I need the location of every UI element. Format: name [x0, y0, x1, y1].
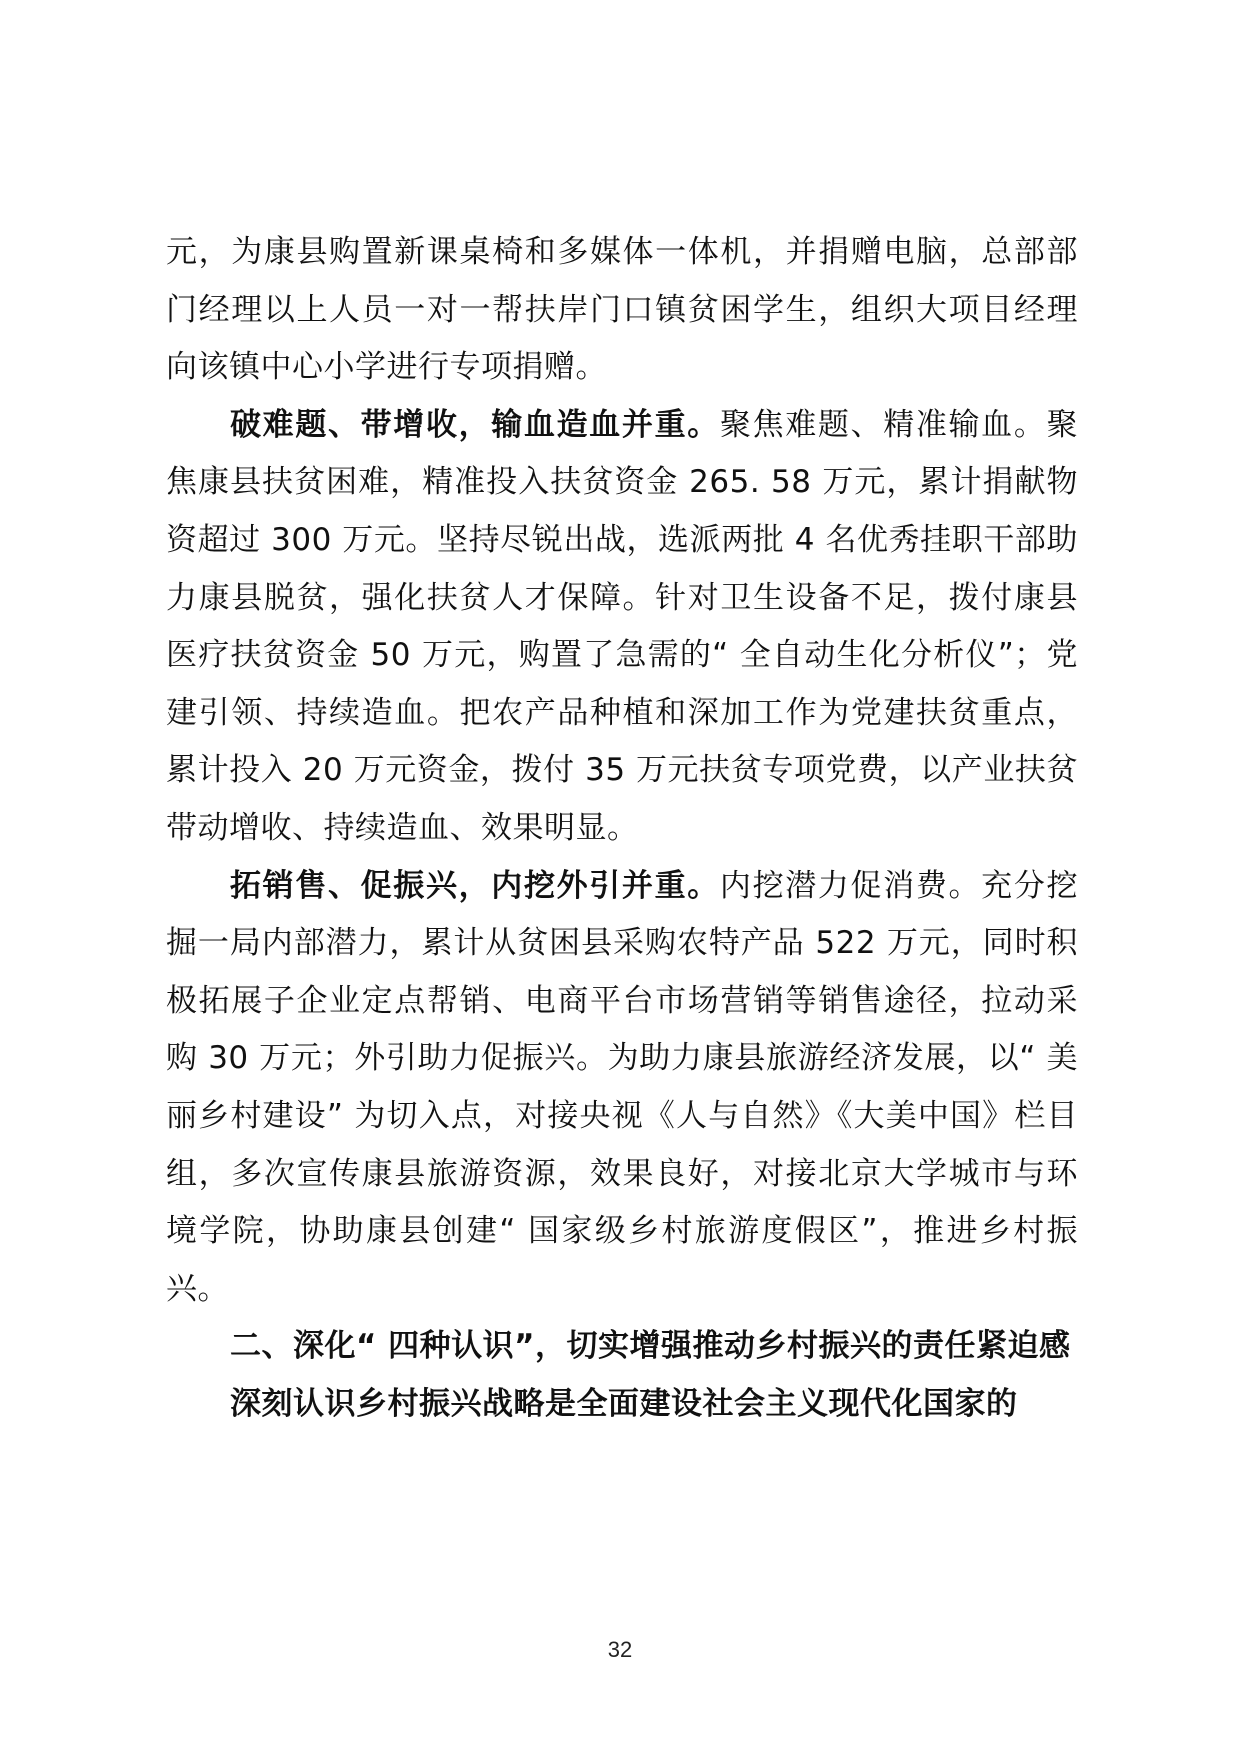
section-heading-text: 二、深化“ 四种认识”，切实增强推动乡村振兴的责任紧迫感	[230, 1328, 1071, 1365]
paragraph-poverty-funding	[166, 397, 1078, 858]
paragraph-lead-heading: 拓销售、促振兴，内挖外引并重。	[230, 867, 720, 904]
paragraph-sales-revitalization	[166, 858, 1078, 1319]
paragraph-text: 元，为康县购置新课桌椅和多媒体一体机，并捐赠电脑，总部部门经理以上人员一对一帮扶岸门口镇贫困学生，组织大项目经理向该镇中心小学进行专项捐赠。	[166, 234, 1078, 386]
paragraph-text: 深刻认识乡村振兴战略是全面建设社会主义现代化国家的	[230, 1385, 1018, 1422]
page-number: 32	[607, 1637, 633, 1662]
paragraph-continuation	[166, 224, 1078, 397]
paragraph-text: 内挖潜力促消费。充分挖掘一局内部潜力，累计从贫困县采购农特产品 522 万元，同时积极拓展子企业定点帮销、电商平台市场营销等销售途径，拉动采购 30 万元；外引助力促振兴。为助力康县旅游经济发展，以“ 美丽乡村建设” 为切入点，对接央视《人与自然》《大美中国》栏目组，多次宣传康县旅游资源，效果良好，对接北京大学城市与环境学院，协助康县创建“ 国家级乡村旅游度假区”，推进乡村振兴。	[166, 867, 1079, 1307]
section-heading	[166, 1318, 1078, 1376]
page-body	[166, 224, 1078, 1433]
paragraph-lead-heading: 破难题、带增收，输血造血并重。	[230, 406, 720, 443]
paragraph-text: 聚焦难题、精准输血。聚焦康县扶贫困难，精准投入扶贫资金 265. 58 万元，累计捐献物资超过 300 万元。坚持尽锐出战，选派两批 4 名优秀挂职干部助力康县脱贫，强化扶贫人才保障。针对卫生设备不足，拨付康县医疗扶贫资金 50 万元，购置了急需的“ 全自动生化分析仪”；党建引领、持续造血。把农产品种植和深加工作为党建扶贫重点，累计投入 20 万元资金，拨付 35 万元扶贫专项党费，以产业扶贫带动增收、持续造血、效果明显。	[166, 406, 1079, 846]
paragraph-bold-intro	[166, 1376, 1078, 1434]
